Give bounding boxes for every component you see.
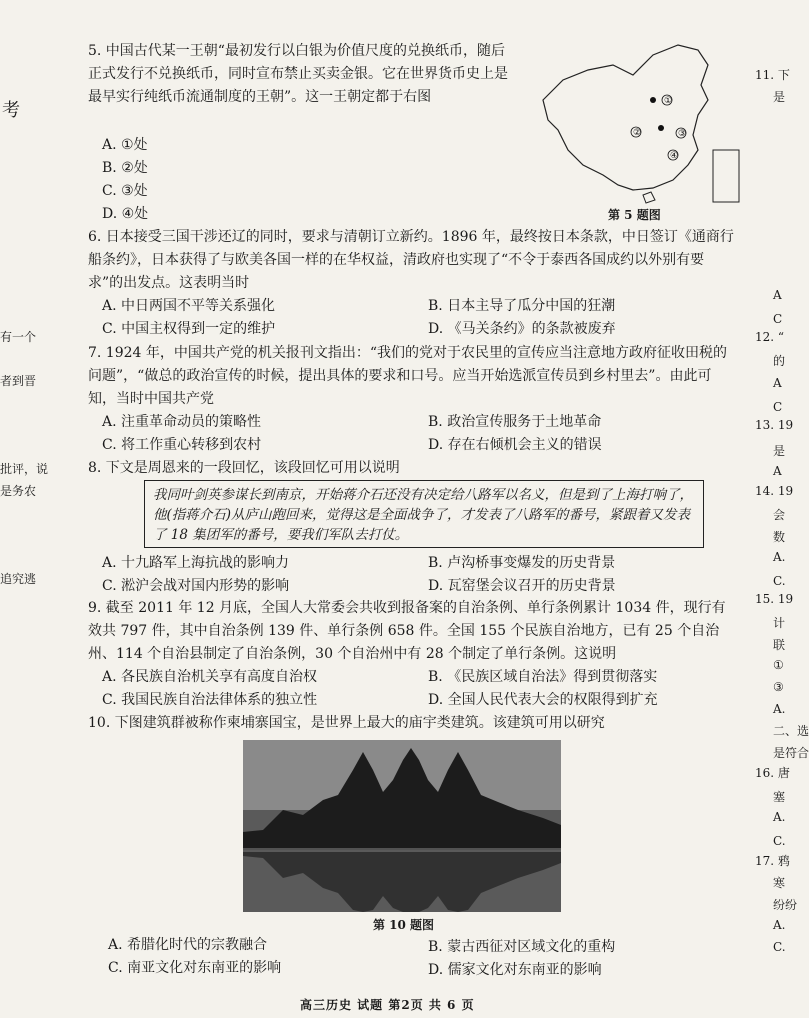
right-fragment: A. xyxy=(773,702,786,716)
left-column-fragments xyxy=(0,0,62,1018)
question-10-option-d[interactable]: D. 儒家文化对东南亚的影响 xyxy=(428,962,602,978)
question-7-option-b[interactable]: B. 政治宣传服务于土地革命 xyxy=(428,414,602,430)
question-5-option-c[interactable]: C. ③处 xyxy=(102,183,148,199)
right-fragment: 16. 唐 xyxy=(755,766,790,780)
hainan-outline xyxy=(643,192,655,203)
question-9-option-b[interactable]: B. 《民族区域自治法》得到贯彻落实 xyxy=(428,669,658,685)
right-fragment: A. xyxy=(773,550,786,564)
question-9-text: 9. 截至 2011 年 12 月底，全国人大常委会共收到报备案的自治条例、单行条例累计 1034 件，现行有效共 797 件，其中自治条例 139 件、单行条例 658 件。全国 155 个民族自治地方，已有 25 个自治州、114 个自治县制定了自治条例，30 个自治州中有 28 个制定了单行条例。这说明 xyxy=(88,600,726,662)
right-fragment: 会 xyxy=(773,508,786,522)
zhou-enlai-quote-box xyxy=(144,480,704,548)
right-fragment: A xyxy=(773,464,782,478)
left-fragment: 有一个 xyxy=(0,330,37,344)
map-marker-4: ④ xyxy=(670,151,679,161)
left-fragment: 批评，说 xyxy=(0,462,49,476)
right-fragment: C. xyxy=(773,834,786,848)
right-fragment: 13. 19 xyxy=(755,418,794,432)
question-10-option-c[interactable]: C. 南亚文化对东南亚的影响 xyxy=(108,960,282,976)
question-5-option-a[interactable]: A. ①处 xyxy=(102,137,148,153)
china-outline xyxy=(543,45,708,190)
question-7-option-c[interactable]: C. 将工作重心转移到农村 xyxy=(102,437,262,453)
right-fragment: 17. 鸦 xyxy=(755,854,790,868)
map-marker-1: ① xyxy=(664,96,673,106)
question-5-option-b[interactable]: B. ②处 xyxy=(102,160,148,176)
question-9 xyxy=(88,597,738,666)
quote-text: 我同叶剑英参谋长到南京，开始蒋介石还没有决定给八路军以名义，但是到了上海打响了，他(指蒋介石)从庐山跑回来，觉得这是全面战争了，才发表了八路军的番号，紧跟着又发表了 18 集团军的番号，要我们军队去打仗。 xyxy=(153,487,693,543)
right-fragment: 数 xyxy=(773,530,786,544)
right-fragment: C. xyxy=(773,940,786,954)
question-9-option-c[interactable]: C. 我国民族自治法律体系的独立性 xyxy=(102,692,318,708)
question-8-text: 8. 下文是周恩来的一段回忆，该段回忆可用以说明 xyxy=(88,460,400,476)
photo-caption: 第 10 题图 xyxy=(373,918,435,932)
right-fragment: 二、选 xyxy=(773,724,809,738)
question-7-text: 7. 1924 年，中国共产党的机关报刊文指出：“我们的党对于农民里的宣传应当注意地方政府征收田税的问题”，“做总的政治宣传的时候，提出具体的要求和口号。应当开始选派宣传员到乡村里去”。由此可知，当时中国共产党 xyxy=(88,345,728,407)
right-fragment: ① xyxy=(773,658,784,672)
question-10-text: 10. 下图建筑群被称作柬埔寨国宝，是世界上最大的庙宇类建筑。该建筑可用以研究 xyxy=(88,715,605,731)
question-6-text: 6. 日本接受三国干涉还辽的同时，要求与清朝订立新约。1896 年，最终按日本条款，中日签订《通商行船条约》，日本获得了与欧美各国一样的在华权益，清政府也实现了“不令于泰西各国成约以外别有要求”的出发点。这表明当时 xyxy=(88,229,734,291)
right-fragment: C xyxy=(773,400,783,414)
question-9-option-d[interactable]: D. 全国人民代表大会的权限得到扩充 xyxy=(428,692,658,708)
page-footer: 高三历史 试题 第2页 共 6 页 xyxy=(300,998,475,1012)
question-7 xyxy=(88,342,738,411)
south-sea-inset xyxy=(713,150,739,202)
right-fragment: ③ xyxy=(773,680,784,694)
right-fragment: A. xyxy=(773,810,786,824)
right-fragment: 是 xyxy=(773,444,786,458)
question-8-option-c[interactable]: C. 淞沪会战对国内形势的影响 xyxy=(102,578,290,594)
question-10 xyxy=(88,712,738,735)
angkor-wat-photo xyxy=(243,740,561,912)
map-marker-3: ③ xyxy=(678,129,687,139)
question-8-option-d[interactable]: D. 瓦窑堡会议召开的历史背景 xyxy=(428,578,616,594)
question-6-option-b[interactable]: B. 日本主导了瓜分中国的狂潮 xyxy=(428,298,616,314)
right-fragment: A xyxy=(773,376,782,390)
capital-dot xyxy=(650,97,656,103)
right-fragment: 是符合 xyxy=(773,746,809,760)
map-marker-2: ② xyxy=(633,128,642,138)
china-map-svg xyxy=(533,40,743,210)
right-fragment: 11. 下 xyxy=(755,68,790,82)
right-fragment: 12. “ xyxy=(755,330,785,344)
left-fragment: 是务农 xyxy=(0,484,37,498)
right-fragment: 计 xyxy=(773,616,786,630)
china-map-figure xyxy=(533,40,743,210)
capital-dot xyxy=(658,125,664,131)
question-5-text: 5. 中国古代某一王朝“最初发行以白银为价值尺度的兑换纸币，随后正式发行不兑换纸币，同时宣布禁止买卖金银。它在世界货币史上是最早实行纯纸币流通制度的王朝”。这一王朝定都于右图 xyxy=(88,43,508,105)
right-fragment: 联 xyxy=(773,638,786,652)
right-fragment: A xyxy=(773,288,782,302)
left-fragment: 者到晋 xyxy=(0,374,37,388)
right-fragment: 的 xyxy=(773,354,786,368)
question-10-option-a[interactable]: A. 希腊化时代的宗教融合 xyxy=(108,937,268,953)
right-fragment: 纷纷 xyxy=(773,898,798,912)
question-6-option-a[interactable]: A. 中日两国不平等关系强化 xyxy=(102,298,276,314)
right-fragment: 塞 xyxy=(773,790,786,804)
right-fragment: C xyxy=(773,312,783,326)
question-7-option-d[interactable]: D. 存在右倾机会主义的错误 xyxy=(428,437,602,453)
question-8 xyxy=(88,457,738,480)
right-column-fragments xyxy=(745,0,809,1018)
question-6 xyxy=(88,226,738,295)
question-5-option-d[interactable]: D. ④处 xyxy=(102,206,149,222)
right-fragment: 寒 xyxy=(773,876,786,890)
map-caption: 第 5 题图 xyxy=(608,208,661,222)
question-7-option-a[interactable]: A. 注重革命动员的策略性 xyxy=(102,414,262,430)
angkor-wat-image xyxy=(243,740,561,912)
question-10-option-b[interactable]: B. 蒙古西征对区域文化的重构 xyxy=(428,939,616,955)
left-fragment: 考 xyxy=(2,100,20,121)
question-8-option-a[interactable]: A. 十九路军上海抗战的影响力 xyxy=(102,555,290,571)
question-9-option-a[interactable]: A. 各民族自治机关享有高度自治权 xyxy=(102,669,318,685)
question-6-option-c[interactable]: C. 中国主权得到一定的维护 xyxy=(102,321,276,337)
question-6-option-d[interactable]: D. 《马关条约》的条款被废弃 xyxy=(428,321,616,337)
main-content xyxy=(88,0,748,1018)
right-fragment: 15. 19 xyxy=(755,592,794,606)
left-fragment: 追究逃 xyxy=(0,572,37,586)
question-8-option-b[interactable]: B. 卢沟桥事变爆发的历史背景 xyxy=(428,555,616,571)
right-fragment: A. xyxy=(773,918,786,932)
right-fragment: 14. 19 xyxy=(755,484,794,498)
question-5 xyxy=(88,40,518,109)
right-fragment: 是 xyxy=(773,90,786,104)
right-fragment: C. xyxy=(773,574,786,588)
